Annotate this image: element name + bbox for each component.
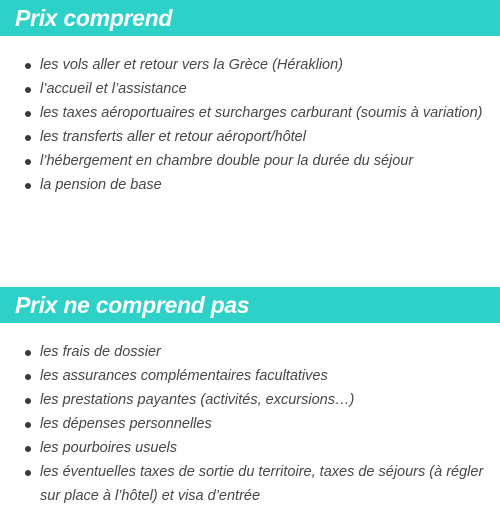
list-item-text: les transferts aller et retour aéroport/hôtel — [40, 129, 306, 145]
list-item — [0, 101, 500, 125]
list-item-text: les frais de dossier — [40, 344, 161, 360]
list-item — [0, 412, 500, 436]
bullet-icon — [25, 183, 31, 189]
bullet-icon — [25, 374, 31, 380]
list-item-text: la pension de base — [40, 177, 162, 193]
list-item — [0, 125, 500, 149]
list-item — [0, 364, 500, 388]
bullet-icon — [25, 87, 31, 93]
list-item-text: les assurances complémentaires facultatives — [40, 368, 328, 384]
bullet-icon — [25, 398, 31, 404]
list-item-text: les pourboires usuels — [40, 440, 178, 456]
bullet-icon — [25, 446, 31, 452]
included-section-header — [0, 0, 500, 36]
list-item-text: l’hébergement en chambre double pour la durée du séjour — [40, 153, 414, 169]
list-item — [0, 436, 500, 460]
bullet-icon — [25, 470, 31, 476]
list-item — [0, 149, 500, 173]
list-item-text: les taxes aéroportuaires et surcharges carburant (soumis à variation) — [40, 105, 483, 121]
list-item-text: les dépenses personnelles — [40, 416, 212, 432]
bullet-icon — [25, 422, 31, 428]
excluded-section-title: Prix ne comprend pas — [15, 292, 250, 318]
list-item-text: les prestations payantes (activités, excursions…) — [40, 392, 355, 408]
excluded-items-list — [0, 340, 500, 508]
list-item — [0, 460, 500, 508]
list-item — [0, 77, 500, 101]
list-item — [0, 388, 500, 412]
excluded-section-header — [0, 287, 500, 323]
bullet-icon — [25, 111, 31, 117]
bullet-icon — [25, 159, 31, 165]
list-item-text: les vols aller et retour vers la Grèce (Héraklion) — [40, 57, 343, 73]
included-section-title: Prix comprend — [15, 5, 173, 31]
bullet-icon — [25, 350, 31, 356]
bullet-icon — [25, 135, 31, 141]
bullet-icon — [25, 63, 31, 69]
included-items-list — [0, 53, 500, 197]
list-item — [0, 173, 500, 197]
list-item-text: l’accueil et l’assistance — [40, 81, 187, 97]
list-item — [0, 53, 500, 77]
list-item-text: les éventuelles taxes de sortie du territoire, taxes de séjours (à régler sur place à l’hôtel) et visa d’entrée — [40, 464, 484, 504]
list-item — [0, 340, 500, 364]
